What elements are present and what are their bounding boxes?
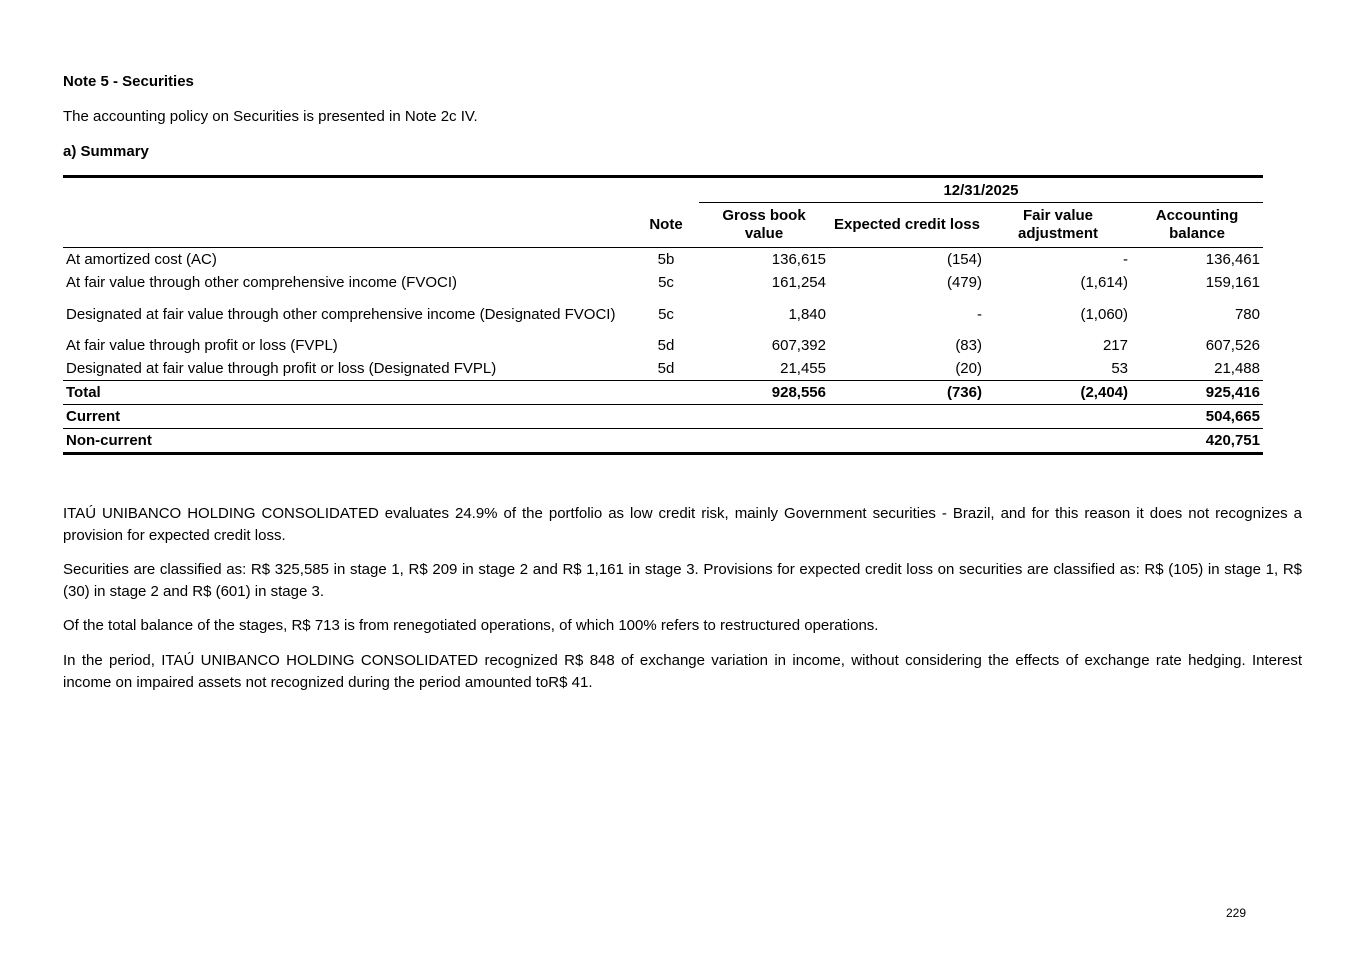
securities-summary-table	[63, 175, 1263, 455]
row-fva: (1,614)	[1080, 274, 1128, 291]
total-label: Total	[63, 381, 633, 405]
row-note: 5d	[657, 337, 675, 354]
table-row	[63, 271, 1263, 294]
total-row	[63, 381, 1263, 405]
col-header-fair-value-adjustment: Fair value adjustment	[985, 203, 1131, 248]
row-gross: 161,254	[771, 274, 826, 291]
row-label: Designated at fair value through profit or loss (Designated FVPL)	[66, 360, 497, 377]
table-header-date-row	[63, 177, 1263, 203]
row-balance: 21,488	[1214, 360, 1260, 377]
row-gross: 1,840	[788, 305, 826, 323]
row-note: 5b	[657, 251, 675, 268]
summary-subtitle: a) Summary	[63, 143, 149, 160]
row-balance: 780	[1234, 305, 1260, 323]
non-current-row	[63, 429, 1263, 454]
table-row	[63, 357, 1263, 381]
intro-text: The accounting policy on Securities is presented in Note 2c IV.	[63, 108, 478, 125]
table-row	[63, 248, 1263, 272]
col-header-expected-credit-loss: Expected credit loss	[829, 203, 985, 248]
row-balance: 136,461	[1205, 251, 1260, 268]
table-row	[63, 294, 1263, 334]
page-number: 229	[1226, 906, 1247, 920]
row-balance: 607,526	[1205, 337, 1260, 354]
non-current-balance: 420,751	[1205, 432, 1260, 449]
row-ecl: (20)	[955, 360, 982, 377]
table-row	[63, 334, 1263, 357]
row-label: At fair value through profit or loss (FVPL)	[66, 337, 338, 354]
row-note: 5c	[658, 305, 674, 323]
paragraph-exchange-variation: In the period, ITAÚ UNIBANCO HOLDING CONSOLIDATED recognized R$ 848 of exchange variation in income, without considering the effects of exchange rate hedging. Interest income on impaired assets not recognized during the period amounted toR$ 41.	[63, 652, 1302, 691]
row-gross: 21,455	[780, 360, 826, 377]
row-fva: 217	[1102, 337, 1128, 354]
row-fva: (1,060)	[1080, 305, 1128, 323]
row-ecl: -	[977, 305, 982, 323]
col-header-note: Note	[633, 203, 699, 248]
current-label: Current	[63, 405, 633, 429]
row-label: Designated at fair value through other comprehensive income (Designated FVOCI)	[66, 305, 616, 323]
total-fva: (2,404)	[985, 381, 1131, 405]
date-header: 12/31/2025	[699, 177, 1263, 203]
col-header-gross-book-value: Gross book value	[699, 203, 829, 248]
row-label: At fair value through other comprehensive income (FVOCI)	[66, 274, 458, 291]
paragraph-stages: Securities are classified as: R$ 325,585 in stage 1, R$ 209 in stage 2 and R$ 1,161 in stage 3. Provisions for expected credit loss on securities are classified as: R$ (105) in stage 1, R$ (30) in stage 2 and R$ (601) in stage 3.	[63, 561, 1302, 600]
non-current-label: Non-current	[66, 432, 152, 449]
row-fva: 53	[1111, 360, 1128, 377]
row-label: At amortized cost (AC)	[66, 251, 217, 268]
total-balance: 925,416	[1131, 381, 1263, 405]
paragraph-renegotiated: Of the total balance of the stages, R$ 713 is from renegotiated operations, of which 100% refers to restructured operations.	[63, 617, 879, 634]
row-ecl: (479)	[946, 274, 982, 291]
col-header-accounting-balance: Accounting balance	[1131, 203, 1263, 248]
current-row	[63, 405, 1263, 429]
row-balance: 159,161	[1205, 274, 1260, 291]
row-ecl: (83)	[955, 337, 982, 354]
row-note: 5d	[657, 360, 675, 377]
note-title: Note 5 - Securities	[63, 73, 194, 90]
row-note: 5c	[658, 274, 674, 291]
total-ecl: (736)	[829, 381, 985, 405]
total-gross: 928,556	[699, 381, 829, 405]
row-fva: -	[1123, 251, 1128, 268]
row-gross: 607,392	[771, 337, 826, 354]
paragraph-credit-risk: ITAÚ UNIBANCO HOLDING CONSOLIDATED evaluates 24.9% of the portfolio as low credit risk, mainly Government securities - Brazil, and for this reason it does not recognizes a provision for expected credit loss.	[63, 505, 1302, 544]
row-gross: 136,615	[771, 251, 826, 268]
current-balance: 504,665	[1131, 405, 1263, 429]
table-header-row	[63, 203, 1263, 248]
row-ecl: (154)	[946, 251, 982, 268]
